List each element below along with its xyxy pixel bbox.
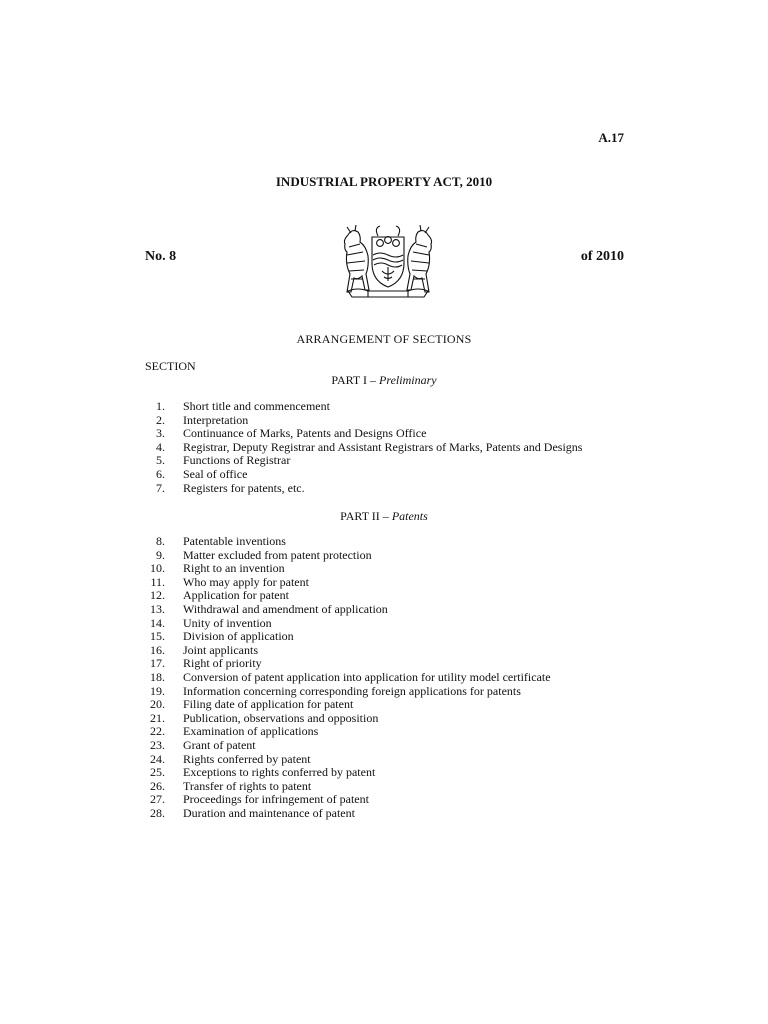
section-number: 9. — [156, 547, 165, 562]
act-year: of 2010 — [580, 249, 624, 264]
section-number: 28. — [150, 805, 165, 820]
section-number: 25. — [150, 765, 165, 780]
section-item — [140, 793, 640, 807]
section-title: Examination of applications — [183, 724, 319, 739]
section-item — [140, 617, 640, 631]
section-list — [140, 535, 640, 820]
section-title: Conversion of patent application into application for utility model certificate — [183, 669, 551, 684]
section-number: 18. — [150, 669, 165, 684]
section-item — [140, 644, 640, 658]
part-prefix: PART I – — [331, 373, 380, 387]
section-item — [140, 562, 640, 576]
section-number: 4. — [156, 439, 165, 454]
section-title: Transfer of rights to patent — [183, 778, 312, 793]
section-item — [140, 535, 640, 549]
section-number: 8. — [156, 534, 165, 548]
section-title: Interpretation — [183, 412, 249, 427]
section-item — [140, 576, 640, 590]
section-title: Application for patent — [183, 588, 289, 603]
section-item — [140, 603, 640, 617]
section-item — [140, 454, 640, 468]
section-number: 16. — [150, 642, 165, 657]
section-title: Publication, observations and opposition — [183, 710, 379, 725]
section-item — [140, 482, 640, 496]
section-item — [140, 671, 640, 685]
section-number: 21. — [150, 710, 165, 725]
section-item — [140, 427, 640, 441]
section-item — [140, 766, 640, 780]
section-item — [140, 685, 640, 699]
section-item — [140, 441, 640, 455]
section-number: 27. — [150, 792, 165, 807]
section-item — [140, 780, 640, 794]
section-item — [140, 400, 640, 414]
section-number: 26. — [150, 778, 165, 793]
act-title: INDUSTRIAL PROPERTY ACT, 2010 — [275, 174, 493, 189]
section-number: 2. — [156, 412, 165, 427]
section-title: Seal of office — [183, 466, 248, 481]
section-title: Duration and maintenance of patent — [183, 805, 355, 820]
section-title: Grant of patent — [183, 737, 256, 752]
section-number: 24. — [150, 751, 165, 766]
section-title: Rights conferred by patent — [183, 751, 311, 766]
act-number: No. 8 — [145, 249, 177, 264]
section-title: Short title and commencement — [183, 399, 330, 413]
section-number: 11. — [150, 574, 165, 589]
section-title: Information concerning corresponding foreign applications for patents — [183, 683, 521, 698]
part-heading — [0, 509, 768, 524]
section-title: Withdrawal and amendment of application — [183, 601, 388, 616]
section-item — [140, 657, 640, 671]
section-number: 1. — [156, 399, 165, 413]
section-title: Functions of Registrar — [183, 453, 291, 468]
section-title: Matter excluded from patent protection — [183, 547, 372, 562]
section-number: 19. — [150, 683, 165, 698]
section-title: Registrar, Deputy Registrar and Assistant Registrars of Marks, Patents and Designs — [183, 439, 583, 454]
section-title: Unity of invention — [183, 615, 272, 630]
section-number: 10. — [150, 561, 165, 576]
section-list — [140, 400, 640, 495]
part-subtitle: Patents — [391, 509, 428, 523]
section-number: 20. — [150, 697, 165, 712]
section-item — [140, 589, 640, 603]
section-number: 14. — [150, 615, 165, 630]
section-title: Exceptions to rights conferred by patent — [183, 765, 376, 780]
section-number: 23. — [150, 737, 165, 752]
section-item — [140, 549, 640, 563]
section-number: 13. — [150, 601, 165, 616]
section-title: Filing date of application for patent — [183, 697, 354, 712]
section-number: 22. — [150, 724, 165, 739]
section-item — [140, 630, 640, 644]
section-item — [140, 807, 640, 821]
section-label: SECTION — [145, 359, 196, 373]
section-title: Right of priority — [183, 656, 262, 671]
section-title: Continuance of Marks, Patents and Designs Office — [183, 426, 427, 441]
part-prefix: PART II – — [340, 509, 392, 523]
section-title: Patentable inventions — [183, 534, 286, 548]
arrangement-heading: ARRANGEMENT OF SECTIONS — [296, 332, 472, 346]
section-item — [140, 725, 640, 739]
section-item — [140, 468, 640, 482]
section-number: 6. — [156, 466, 165, 481]
section-item — [140, 753, 640, 767]
section-item — [140, 739, 640, 753]
section-number: 15. — [150, 629, 165, 644]
section-title: Registers for patents, etc. — [183, 480, 305, 495]
section-item — [140, 698, 640, 712]
section-number: 3. — [156, 426, 165, 441]
section-number: 17. — [150, 656, 165, 671]
section-title: Who may apply for patent — [183, 574, 309, 589]
section-title: Right to an invention — [183, 561, 285, 576]
coat-of-arms-icon — [334, 225, 442, 301]
section-number: 12. — [150, 588, 165, 603]
page-number: A.17 — [598, 130, 624, 145]
section-item — [140, 712, 640, 726]
section-title: Proceedings for infringement of patent — [183, 792, 369, 807]
section-title: Division of application — [183, 629, 294, 644]
section-title: Joint applicants — [183, 642, 258, 657]
part-subtitle: Preliminary — [379, 373, 437, 387]
section-number: 7. — [156, 480, 165, 495]
part-heading — [0, 373, 768, 388]
section-item — [140, 414, 640, 428]
section-number: 5. — [156, 453, 165, 468]
